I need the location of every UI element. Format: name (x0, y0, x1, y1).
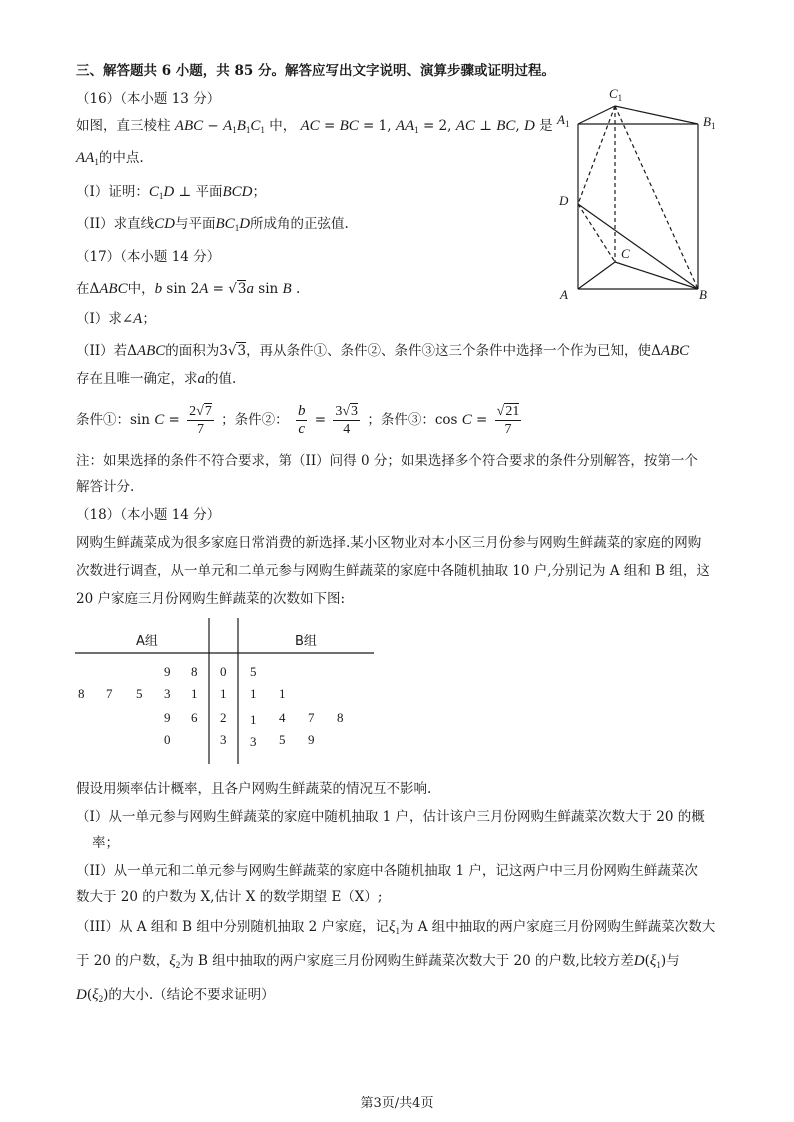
leaf-b: 1 (250, 712, 257, 727)
label-a1: $A_1$ (557, 112, 570, 129)
q17-text: 的面积为 (165, 343, 220, 359)
leaf-b: 9 (308, 732, 315, 747)
stem: 3 (220, 732, 227, 747)
leaf-b: 8 (337, 710, 344, 725)
group-a-header: A组 (136, 634, 158, 649)
q17-text: （II）若 (76, 343, 128, 359)
q16-text: 平面 (195, 184, 223, 200)
q17-conditions: 条件①：sin C = $\frac{2√7}{7}$ ；条件②： $\frac{b}{c}$ = $\frac{3√3}{4}$ ；条件③：cos C = $\frac{√21}{7}$ (76, 403, 520, 437)
stem: 2 (220, 710, 227, 725)
label-a: A (560, 287, 568, 302)
leaf-a: 8 (78, 686, 85, 701)
leaf-b: 4 (279, 710, 286, 725)
q16-part2: （II）求直线CD与平面$BC_1D$所成角的正弦值. (76, 216, 349, 233)
section-title: 三、解答题共 6 小题，共 85 分。解答应写出文字说明、演算步骤或证明过程。 (76, 63, 555, 79)
q17-exist: 存在且唯一确定，求a的值. (76, 371, 237, 387)
q18-text: 与 (666, 953, 680, 969)
q18-part1-line1: （I）从一单元参与网购生鲜蔬菜的家庭中随机抽取 1 户，估计该户三月份网购生鲜蔬菜次数大于 20 的概 (76, 809, 705, 825)
q18-text: 为 A 组中抽取的两户家庭三月份网购生鲜蔬菜次数大 (399, 919, 716, 935)
prism-figure (553, 84, 733, 308)
q18-line2: 次数进行调查，从一单元和二单元参与网购生鲜蔬菜的家庭中各随机抽取 10 户,分别记为 A 组和 B 组，这 (76, 563, 710, 579)
q17-text: 在 (76, 281, 90, 297)
q16-text: （I）证明： (76, 184, 149, 200)
label-c: C (621, 246, 630, 261)
group-b-header: B组 (295, 634, 317, 649)
leaf-b: 1 (250, 686, 257, 701)
q17-text: ，再从条件①、条件②、条件③这三个条件中选择一个作为已知，使 (246, 343, 652, 359)
leaf-a: 5 (136, 686, 143, 701)
leaf-b: 5 (250, 664, 257, 679)
label-b: B (699, 287, 707, 302)
q16-text: ； (252, 184, 266, 200)
q17-line1: 在ΔABC中，b sin 2A = √3a sin B . (76, 281, 301, 297)
q16-text: 与平面 (175, 216, 216, 232)
q17-text: ；条件②： (221, 412, 289, 428)
leaf-b: 3 (250, 734, 257, 749)
leaf-a: 7 (106, 686, 113, 701)
q18-part2-line1: （II）从一单元和二单元参与网购生鲜蔬菜的家庭中各随机抽取 1 户，记这两户中三月份网购生鲜蔬菜次 (76, 863, 698, 879)
leaf-a: 9 (164, 710, 171, 725)
stem: 1 (220, 686, 227, 701)
q17-text: ； (142, 311, 156, 327)
leaf-a: 0 (164, 732, 171, 747)
q17-text: 的值. (205, 371, 237, 387)
edge-cb (615, 262, 698, 289)
q16-header: （16）（本小题 13 分） (76, 91, 221, 107)
leaf-b: 1 (279, 686, 286, 701)
label-c1: $C_1$ (609, 86, 623, 103)
q18-part3-line2: 于 20 的户数，$\xi_2$为 B 组中抽取的两户家庭三月份网购生鲜蔬菜次数大于 20 的户数,比较方差$D(\xi_1)$与 (76, 953, 680, 970)
leaf-a: 3 (164, 686, 171, 701)
leaf-a: 1 (191, 686, 198, 701)
q16-text: 中， (269, 118, 297, 134)
leaf-a: 6 (191, 710, 198, 725)
q18-part3-line1: （III）从 A 组和 B 组中分别随机抽取 2 户家庭，记$\xi_1$为 A 组中抽取的两户家庭三月份网购生鲜蔬菜次数大 (76, 919, 716, 936)
q18-part2-line2: 数大于 20 的户数为 X,估计 X 的数学期望 E（X）; (76, 889, 383, 905)
q17-note1: 注：如果选择的条件不符合要求，第（II）问得 0 分；如果选择多个符合要求的条件分别解答，按第一个 (76, 453, 698, 469)
leaf-b: 5 (279, 732, 286, 747)
q17-part2: （II）若ΔABC的面积为3√3，再从条件①、条件②、条件③这三个条件中选择一个作为已知，使ΔABC (76, 343, 690, 359)
q16-text: （II）求直线 (76, 216, 155, 232)
q18-part1-line2: 率； (92, 835, 119, 851)
edge-dc (578, 204, 615, 262)
label-d: D (559, 193, 569, 208)
q16-text: 的中点. (98, 150, 144, 166)
q18-text: 为 B 组中抽取的两户家庭三月份网购生鲜蔬菜次数大于 20 的户数,比较方差 (180, 953, 634, 969)
q18-assume: 假设用频率估计概率，且各户网购生鲜蔬菜的情况互不影响. (76, 781, 432, 797)
q17-text: 中， (127, 281, 155, 297)
label-b1: $B_1$ (703, 114, 716, 131)
stem: 0 (220, 664, 227, 679)
q18-text: 于 20 的户数， (76, 953, 170, 969)
q17-text: 存在且唯一确定，求 (76, 371, 198, 387)
q17-text: （I）求 (76, 311, 122, 327)
q18-text: 的大小.（结论不要求证明） (108, 987, 275, 1003)
q18-text: （III）从 A 组和 B 组中分别随机抽取 2 户家庭，记 (76, 919, 390, 935)
q17-note2: 解答计分. (76, 479, 135, 495)
edge-c1b1 (615, 106, 698, 124)
leaf-b: 7 (308, 710, 315, 725)
leaf-a: 9 (164, 664, 171, 679)
leaf-a: 8 (191, 664, 198, 679)
q16-line2: $AA_1$的中点. (76, 150, 144, 167)
q16-text: 如图，直三棱柱 (76, 118, 171, 134)
stem-leaf-plot (70, 616, 390, 768)
q17-part1: （I）求∠A； (76, 311, 156, 327)
q16-text: 是 (539, 118, 553, 134)
q17-header: （17）（本小题 14 分） (76, 249, 221, 265)
page-footer: 第3页/共4页 (360, 1096, 434, 1111)
q16-line1: 如图，直三棱柱 ABC − $A_1B_1C_1$ 中， AC = BC = 1, $AA_1 = 2$, AC ⊥ BC, D 是 (76, 118, 553, 135)
q16-part1: （I）证明：$C_1D$ ⊥ 平面BCD； (76, 184, 266, 201)
q17-text: 条件①： (76, 412, 130, 428)
q18-header: （18）（本小题 14 分） (76, 507, 221, 523)
edge-ac (578, 262, 615, 289)
q18-line3: 20 户家庭三月份网购生鲜蔬菜的次数如下图: (76, 591, 346, 607)
q17-text: ；条件③： (367, 412, 435, 428)
q16-text: 所成角的正弦值. (250, 216, 349, 232)
q18-line1: 网购生鲜蔬菜成为很多家庭日常消费的新选择.某小区物业对本小区三月份参与网购生鲜蔬菜的家庭的网购 (76, 535, 702, 551)
q18-part3-line3: $D(\xi_2)$的大小.（结论不要求证明） (76, 987, 275, 1004)
